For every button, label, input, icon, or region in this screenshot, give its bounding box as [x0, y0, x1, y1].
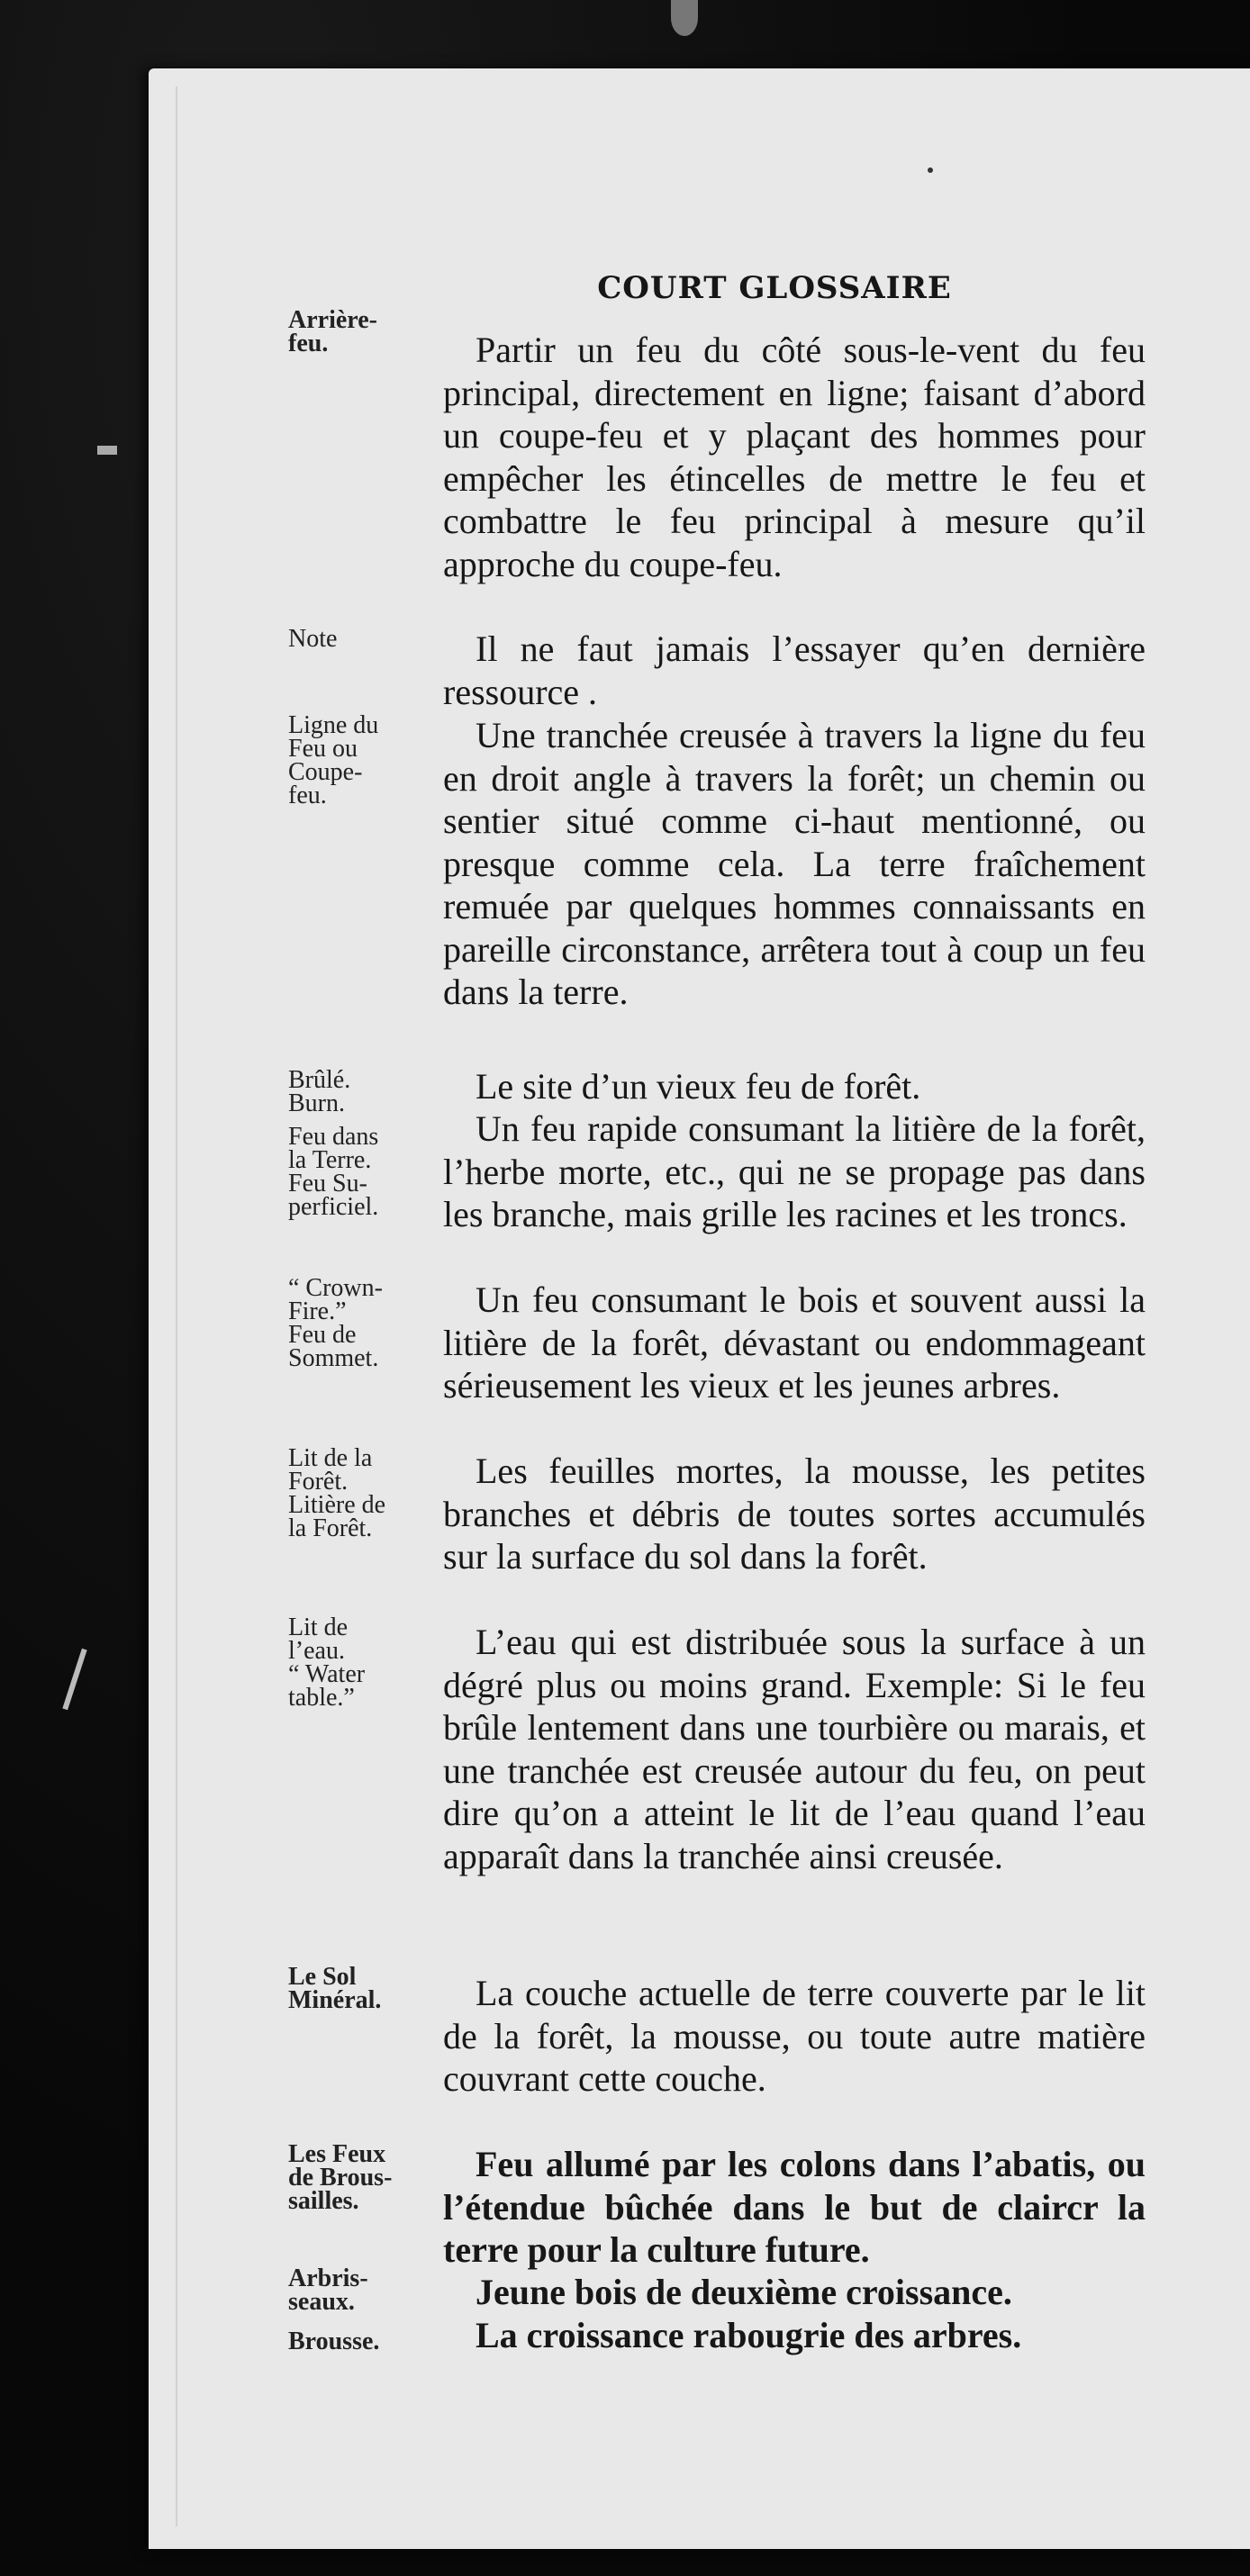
- entry-text-brule: Le site d’un vieux feu de forêt.: [476, 1066, 921, 1107]
- entry-text-brousse: La croissance rabougrie des arbres.: [476, 2315, 1022, 2355]
- entry-text-lit-de-l-eau: L’eau qui est distribuée sous la surface à un dégré plus ou moins grand. Exemple: Si le feu brûle lentement dans une tourbière ou marais, et une tranchée est creusée autour du feu, on peut dire qu’on a atteint le lit de l’eau quand l’eau apparaît dans la tranchée ainsi creusée.: [443, 1622, 1146, 1876]
- margin-term-brule: Brûlé. Burn.: [288, 1066, 351, 1117]
- speck: [928, 167, 933, 173]
- entry-text-crown-fire: Un feu consumant le bois et souvent aussi la litière de la forêt, dévastant ou endommageant sérieusement les vieux et les jeunes arbres.: [443, 1279, 1146, 1406]
- scan-artifact: [671, 0, 698, 36]
- page-title: COURT GLOSSAIRE: [597, 270, 952, 306]
- margin-term-lit-de-l-eau: Lit de l’eau. “ Water table.”: [288, 1613, 366, 1712]
- scan-artifact: [97, 446, 117, 455]
- margin-term-note: Note: [288, 625, 338, 653]
- entry-text-note: Il ne faut jamais l’essayer qu’en dernière ressource .: [443, 628, 1146, 712]
- margin-term-ligne-du-feu: Ligne du Feu ou Coupe- feu.: [288, 711, 379, 809]
- margin-term-arriere-feu: Arrière- feu.: [288, 306, 377, 357]
- entry-text-arbrisseaux: Jeune bois de deuxième croissance.: [476, 2272, 1012, 2312]
- margin-term-feux-de-broussailles: Les Feux de Brous- sailles.: [288, 2140, 393, 2215]
- entry-text-lit-de-la-foret: Les feuilles mortes, la mousse, les petites branches et débris de toutes sortes accumulés sur la surface du sol dans la forêt.: [443, 1451, 1146, 1577]
- margin-term-brousse: Brousse.: [288, 2327, 380, 2355]
- entry-text-feu-dans-la-terre: Un feu rapide consumant la litière de la forêt, l’herbe morte, etc., qui ne se propage pas dans les branche, mais grille les racines et les troncs.: [443, 1108, 1146, 1234]
- margin-term-arbrisseaux: Arbris- seaux.: [288, 2264, 368, 2316]
- margin-term-feu-dans-la-terre: Feu dans la Terre. Feu Su- perficiel.: [288, 1123, 379, 1221]
- margin-term-crown-fire: “ Crown- Fire.” Feu de Sommet.: [288, 1274, 383, 1372]
- margin-term-lit-de-la-foret: Lit de la Forêt. Litière de la Forêt.: [288, 1444, 386, 1542]
- entry-text-sol-mineral: La couche actuelle de terre couverte par le lit de la forêt, la mousse, ou toute autre matière couvrant cette couche.: [443, 1973, 1146, 2099]
- entry-text-arriere-feu: Partir un feu du côté sous-le-vent du feu principal, directement en ligne; faisant d’abord un coupe-feu et y plaçant des hommes pour empêcher les étincelles de mettre le feu et combattre le feu principal à mesure qu’il approche du coupe-feu.: [443, 330, 1146, 584]
- page-fold-line: [176, 86, 177, 2526]
- entry-text-feux-de-broussailles: Feu allumé par les colons dans l’abatis, ou l’étendue bûchée dans le but de claircr la terre pour la culture future.: [443, 2144, 1146, 2270]
- margin-term-sol-mineral: Le Sol Minéral.: [288, 1963, 382, 2014]
- entry-text-ligne-du-feu: Une tranchée creusée à travers la ligne du feu en droit angle à travers la forêt; un chemin ou sentier situé comme ci-haut mentionné, ou presque comme cela. La terre fraîchement remuée par quelques hommes connaissants en pareille circonstance, arrêtera tout à coup un feu dans la terre.: [443, 715, 1146, 1012]
